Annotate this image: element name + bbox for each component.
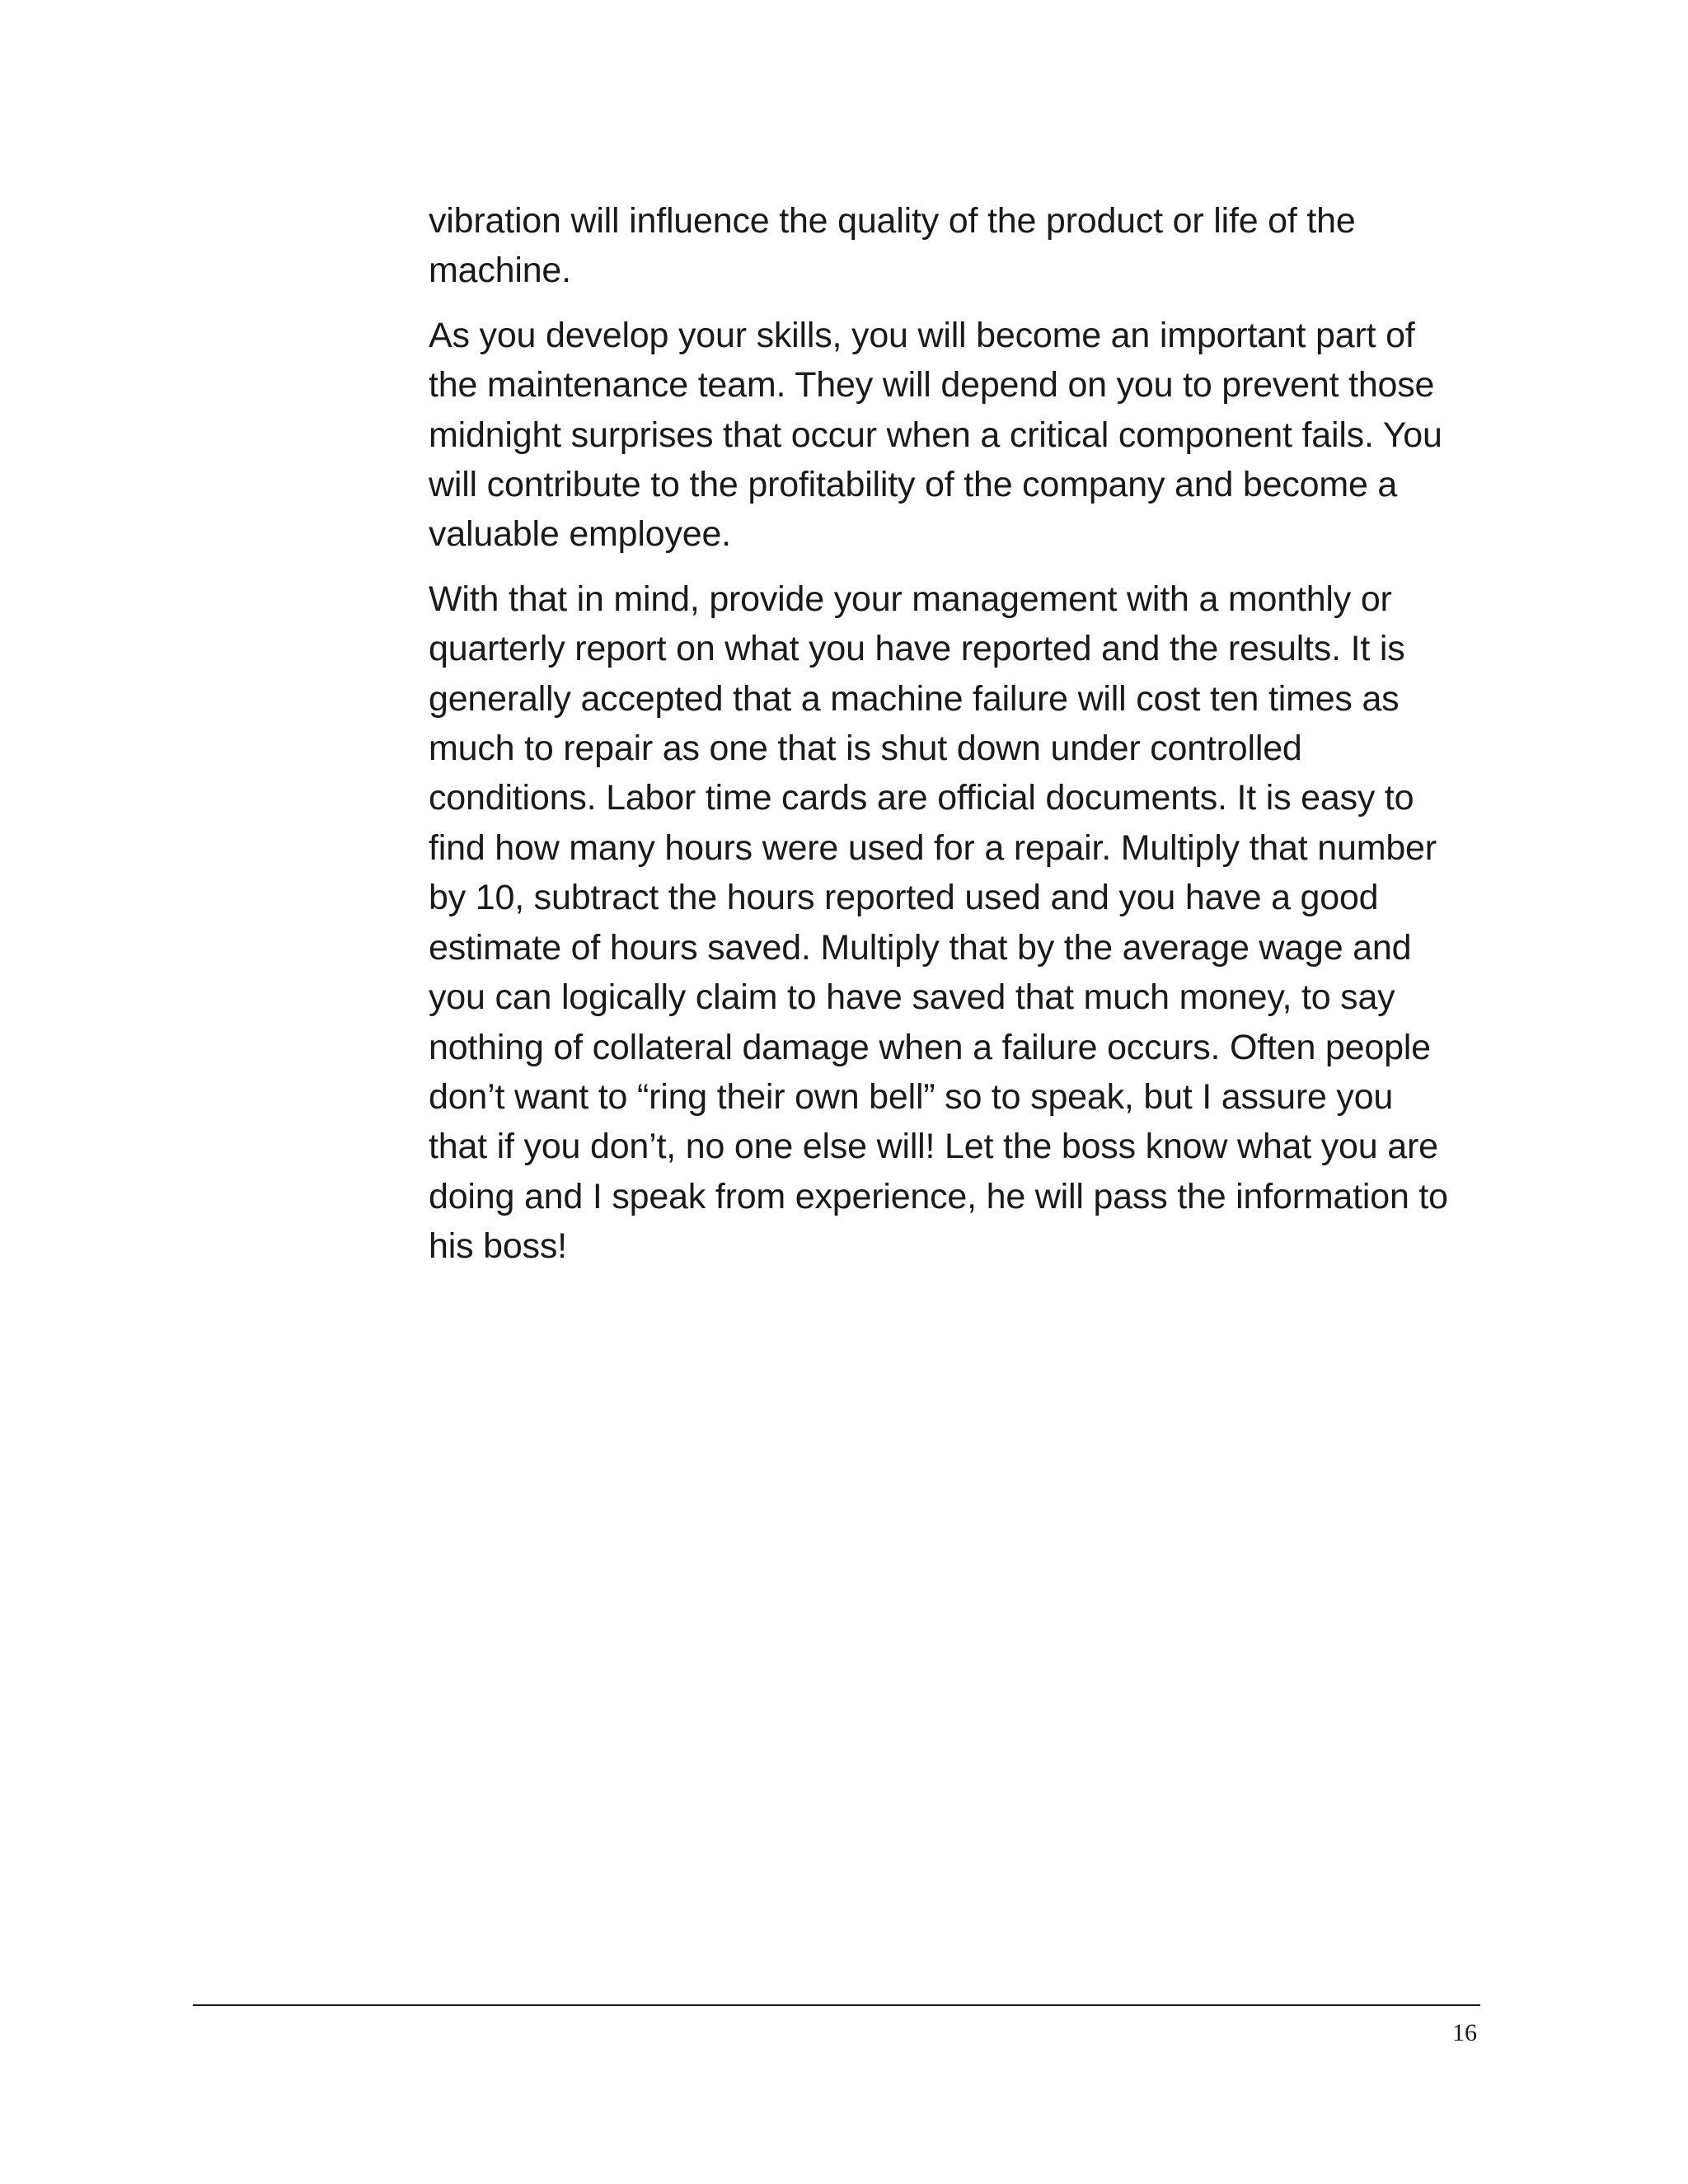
page-number: 16: [1452, 2019, 1477, 2046]
body-text: [429, 196, 1492, 1286]
footer-divider: [193, 2004, 1480, 2006]
paragraph-vibration: vibration will influence the quality of the product or life of the machine.: [429, 201, 1356, 291]
paragraph-management-report: With that in mind, provide your management with a monthly or quarterly report on what you have reported and the results. It is generally accepted that a machine failure will cost ten times as much to repair as one that is shut down under controlled conditions. Labor time cards are official documents. It is easy to find how many hours were used for a repair. Multiply that number by 10, subtract the hours reported used and you have a good estimate of hours saved. Multiply that by the average wage and you can logically claim to have saved that much money, to say nothing of collateral damage when a failure occurs. Often people don’t want to “ring their own bell” so to speak, but I assure you that if you don’t, no one else will! Let the boss know what you are doing and I speak from experience, he will pass the information to his boss!: [429, 579, 1448, 1267]
paragraph-skills: As you develop your skills, you will become an important part of the maintenance team. They will depend on you to prevent those midnight surprises that occur when a critical component fails. You will contribute to the profitability of the company and become a valuable employee.: [429, 315, 1442, 555]
